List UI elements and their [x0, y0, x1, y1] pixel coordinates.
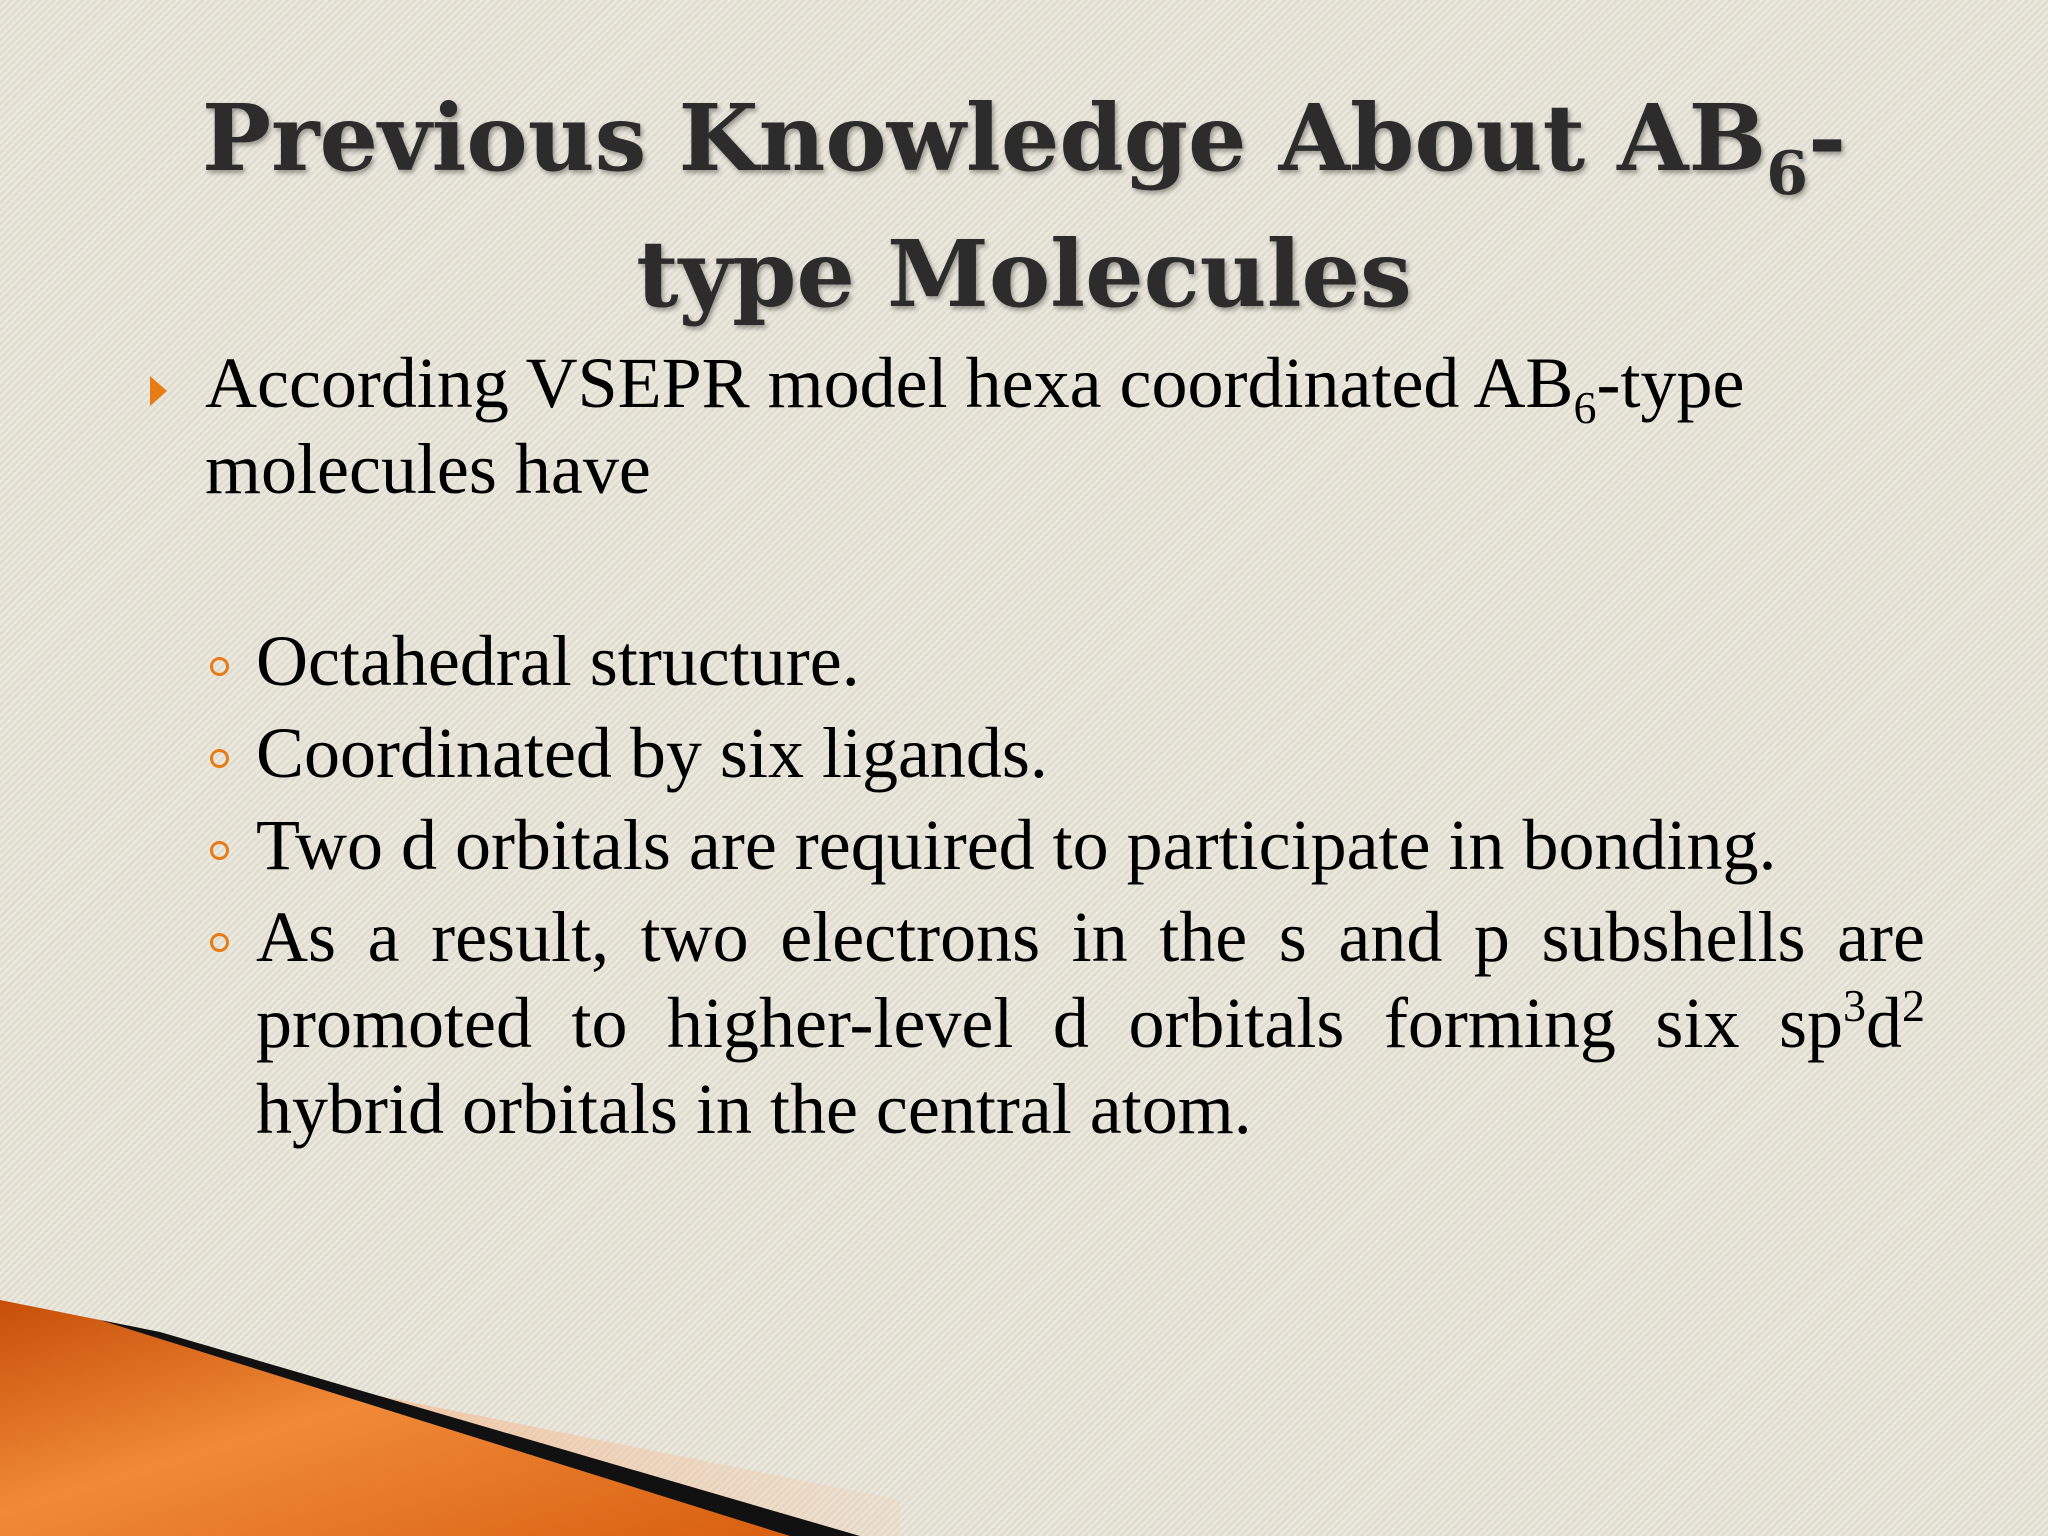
sub-bullet-text: Coordinated by six ligands.: [256, 713, 1048, 793]
sub-bullet-item: [210, 710, 1925, 796]
superscript: 3: [1843, 980, 1866, 1031]
slide-title: [100, 70, 1948, 342]
sub-bullet-text: Octahedral structure.: [256, 621, 860, 701]
main-bullet: [150, 340, 1920, 512]
superscript: 2: [1902, 980, 1925, 1031]
main-bullet-text-part1: According VSEPR model hexa coordinated AB: [205, 343, 1574, 423]
sub-bullet-text: [256, 894, 1925, 1152]
title-text-part1: Previous Knowledge About AB: [201, 84, 1767, 192]
sub-bullet-item: [210, 802, 1925, 888]
sub-bullet-text-part3: hybrid orbitals in the central atom.: [256, 1069, 1252, 1149]
hollow-circle-icon: [210, 657, 229, 676]
hollow-circle-icon: [210, 841, 229, 860]
sub-bullet-text: Two d orbitals are required to participate in bonding.: [256, 805, 1777, 885]
sub-bullet-item: [210, 894, 1925, 1152]
sub-bullet-item: [210, 618, 1925, 704]
main-bullet-text: [205, 340, 1920, 512]
title-text-part2: -type Molecules: [636, 84, 1847, 328]
sub-bullet-text-part1: As a result, two electrons in the s and p subshells are promoted to higher-level d orbitals forming six sp: [256, 897, 1925, 1063]
sub-bullet-text-part2: d: [1866, 983, 1902, 1063]
sub-bullet-list: [210, 618, 1925, 1158]
orange-wedge: [0, 1300, 790, 1536]
main-bullet-subscript: 6: [1573, 382, 1597, 433]
title-subscript: 6: [1766, 139, 1808, 209]
triangle-arrow-icon: [150, 376, 167, 406]
corner-decoration: [0, 1280, 900, 1536]
hollow-circle-icon: [210, 749, 229, 768]
hollow-circle-icon: [210, 933, 229, 952]
main-bullet-text-part2: -type molecules have: [205, 343, 1745, 509]
